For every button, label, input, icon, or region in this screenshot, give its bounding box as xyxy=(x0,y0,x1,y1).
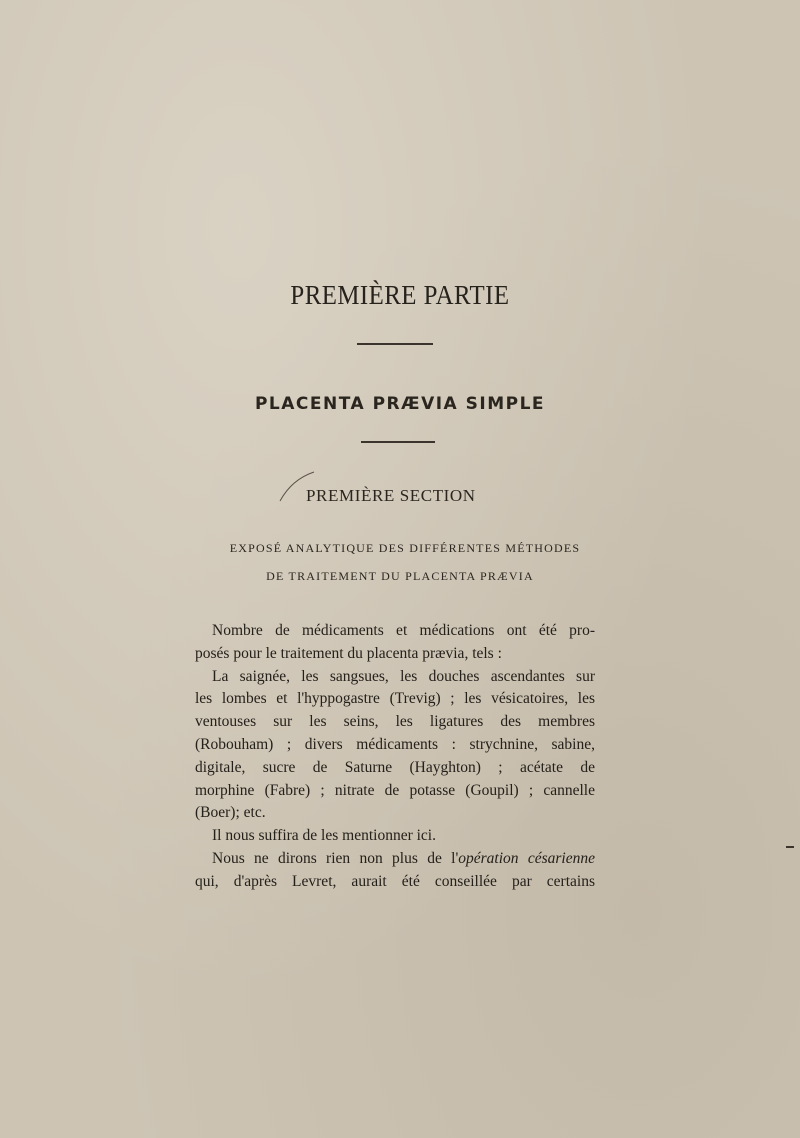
body-line: morphine (Fabre) ; nitrate de potasse (Goupil) ; cannelle xyxy=(195,781,595,799)
margin-mark xyxy=(786,846,794,848)
italic-term: opération césarienne xyxy=(458,849,595,867)
body-line: La saignée, les sangsues, les douches ascendantes sur xyxy=(212,667,595,685)
body-line: (Robouham) ; divers médicaments : strychnine, sabine, xyxy=(195,735,595,753)
subtitle: PLACENTA PRÆVIA SIMPLE xyxy=(254,394,546,414)
caption-line-2: DE TRAITEMENT DU PLACENTA PRÆVIA xyxy=(266,569,534,583)
title-divider xyxy=(357,343,433,345)
section-title: PREMIÈRE SECTION xyxy=(306,486,476,505)
body-line-part: Nous ne dirons rien non plus de l' xyxy=(212,849,459,867)
body-text xyxy=(195,620,595,894)
body-line: digitale, sucre de Saturne (Hayghton) ; acétate de xyxy=(195,758,595,776)
body-line: qui, d'après Levret, aurait été conseillée par certains xyxy=(195,872,595,890)
part-title: PREMIÈRE PARTIE xyxy=(290,280,510,310)
body-line: posés pour le traitement du placenta prævia, tels : xyxy=(195,644,502,662)
body-line: (Boer); etc. xyxy=(195,804,266,822)
subtitle-divider xyxy=(361,441,435,443)
body-line: ventouses sur les seins, les ligatures des membres xyxy=(195,713,595,731)
body-line: les lombes et l'hyppogastre (Trevig) ; les vésicatoires, les xyxy=(195,690,595,708)
body-line: Nombre de médicaments et médications ont été pro- xyxy=(212,622,595,639)
caption-line-1: EXPOSÉ ANALYTIQUE DES DIFFÉRENTES MÉTHODES xyxy=(229,541,581,555)
body-line xyxy=(195,848,595,871)
body-line: Il nous suffira de les mentionner ici. xyxy=(212,827,436,845)
